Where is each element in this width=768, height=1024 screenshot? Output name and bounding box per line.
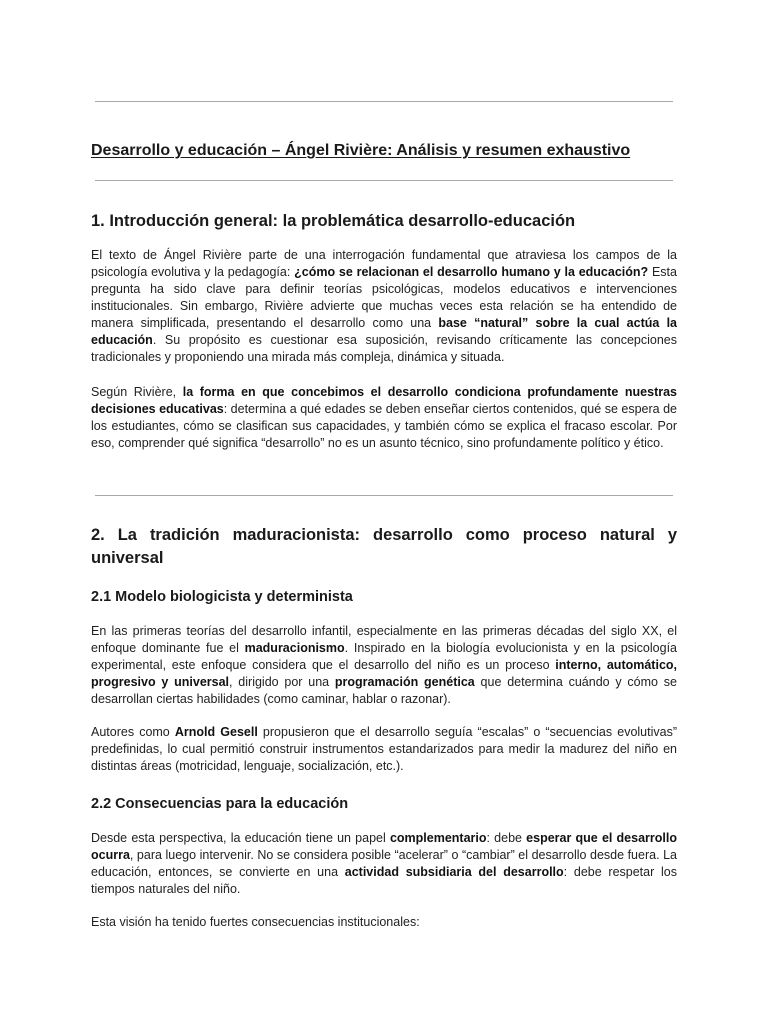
text-run: Desde esta perspectiva, la educación tiene un papel (91, 831, 390, 845)
bold-run: Arnold Gesell (174, 725, 258, 739)
bold-run: esperar que el desarrollo ocurra (91, 831, 677, 862)
section-1-paragraph-1 (91, 247, 677, 366)
subsection-2-2-heading: 2.2 Consecuencias para la educación (91, 796, 349, 812)
bold-run: base “natural” sobre la cual actúa la educación (91, 316, 677, 347)
section-2-heading: 2. La tradición maduracionista: desarrollo como proceso natural y universal (91, 526, 677, 567)
text-run: El texto de Ángel Rivière parte de una interrogación fundamental que atraviesa los campos de la psicología evolutiva y la pedagogía: (91, 248, 677, 279)
text-run: , dirigido por una (229, 675, 335, 689)
text-run: , para luego intervenir. No se considera posible “acelerar” o “cambiar” el desarrollo desde fuera. La educación, entonces, se convierte en una (91, 848, 677, 879)
bold-run: actividad subsidiaria del desarrollo (344, 865, 564, 879)
section-1-heading: 1. Introducción general: la problemática desarrollo-educación (91, 212, 576, 230)
subsection-2-2-paragraph-2: Esta visión ha tenido fuertes consecuencias institucionales: (91, 915, 420, 929)
subsection-2-2-paragraph-1 (91, 830, 677, 898)
subsection-2-1-heading: 2.1 Modelo biologicista y determinista (91, 589, 353, 605)
bold-run: interno, automático, progresivo y universal (91, 658, 677, 689)
bold-run: ¿cómo se relacionan el desarrollo humano y la educación? (294, 265, 649, 279)
text-run: : debe (486, 831, 527, 845)
divider-after-title (95, 180, 673, 181)
text-run: que determina cuándo y cómo se desarrollan ciertas habilidades (como caminar, hablar o razonar). (91, 675, 677, 706)
text-run: propusieron que el desarrollo seguía “escalas” o “secuencias evolutivas” predefinidas, lo cual permitió construir instrumentos estandarizados para medir la madurez del niño en distintas áreas (motricidad, lenguaje, socialización, etc.). (91, 725, 677, 773)
section-1-paragraph-2 (91, 384, 677, 452)
text-run: . Su propósito es cuestionar esa suposición, revisando críticamente las concepciones tradicionales y proponiendo una mirada más compleja, dinámica y situada. (91, 333, 677, 364)
text-run: : debe respetar los tiempos naturales del niño. (91, 865, 677, 896)
divider-top (95, 101, 673, 102)
document-title: Desarrollo y educación – Ángel Rivière: Análisis y resumen exhaustivo (91, 142, 631, 159)
text-run: . Inspirado en la biología evolucionista y en la psicología experimental, este enfoque considera que el desarrollo del niño es un proceso (91, 641, 677, 672)
bold-run: la forma en que concebimos el desarrollo condiciona profundamente nuestras decisiones educativas (91, 385, 677, 416)
subsection-2-1-paragraph-1 (91, 623, 677, 708)
bold-run: programación genética (334, 675, 475, 689)
text-run: Según Rivière, (91, 385, 183, 399)
bold-run: complementario (389, 831, 487, 845)
divider-section-2 (95, 495, 673, 496)
text-run: En las primeras teorías del desarrollo infantil, especialmente en las primeras décadas del siglo XX, el enfoque dominante fue el (91, 624, 677, 655)
text-run: Autores como (91, 725, 175, 739)
subsection-2-1-paragraph-2 (91, 724, 677, 775)
text-run: Esta pregunta ha sido clave para definir teorías psicológicas, modelos educativos e intervenciones institucionales. Sin embargo, Rivière advierte que muchas veces esta relación se ha entendido de manera simplificada, presentando el desarrollo como una (91, 265, 677, 330)
text-run: : determina a qué edades se deben enseñar ciertos contenidos, qué se espera de los estudiantes, cómo se clasifican sus capacidades, y también cómo se explica el fracaso escolar. Por eso, comprender qué significa “desarrollo” no es un asunto técnico, sino profundamente político y ético. (91, 402, 677, 450)
bold-run: maduracionismo (244, 641, 345, 655)
